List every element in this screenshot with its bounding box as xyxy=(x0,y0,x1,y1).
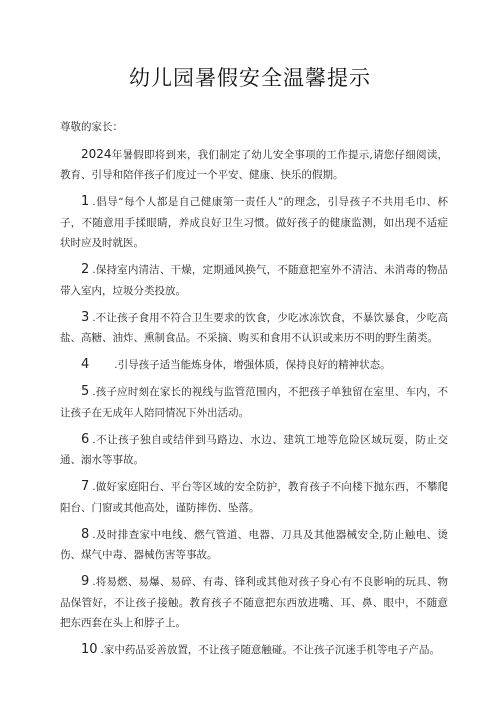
list-item xyxy=(60,192,448,254)
item-text: .不让孩子独自或结伴到马路边、水边、建筑工地等危险区域玩耍，防止交通、溺水等事故。 xyxy=(60,433,448,466)
list-item xyxy=(60,640,448,661)
item-number: 7 xyxy=(81,479,90,494)
item-text: .将易燃、易爆、易碎、有毒、锋利或其他对孩子身心有不良影响的玩具、物品保管好，不让孩子接触。教育孩子不随意把东西放进嘴、耳、鼻、眼中，不随意把东西套在头上和脖子上。 xyxy=(60,576,448,629)
item-text: .及时排查家中电线、燃气管道、电器、刀具及其他器械安全,防止触电、烫伤、煤气中毒、器械伤害等事故。 xyxy=(60,528,448,561)
document-body xyxy=(60,117,448,667)
item-text: .不让孩子食用不符合卫生要求的饮食，少吃冰冻饮食，不暴饮暴食，少吃高盐、高糖、油炸、熏制食品。不采摘、购买和食用不认识或来历不明的野生菌类。 xyxy=(60,311,448,344)
list-item xyxy=(60,477,448,518)
item-number: 3 xyxy=(81,309,90,325)
item-number: 6 xyxy=(81,431,90,447)
list-item xyxy=(60,382,448,423)
intro-paragraph xyxy=(60,144,448,186)
item-text: .孩子应时刻在家长的视线与监管范围内，不把孩子单独留在室里、车内，不让孩子在无成年人陪同情况下外出活动。 xyxy=(60,386,448,419)
item-text: .倡导“每个人都是自己健康第一责任人”的理念，引导孩子不共用毛巾、杯子，不随意用手揉眼睛，养成良好卫生习惯。做好孩子的健康监测，如出现不适症状时应及时就医。 xyxy=(60,196,448,249)
item-number: 2 xyxy=(81,262,90,277)
list-item xyxy=(60,260,448,301)
item-text: .保持室内清洁、干燥，定期通风换气，不随意把室外不清洁、未消毒的物品带入室内，垃圾分类投放。 xyxy=(60,264,448,297)
item-number: 4 xyxy=(81,357,90,372)
item-number: 8 xyxy=(81,526,90,542)
list-item xyxy=(60,308,448,349)
item-number: 1 xyxy=(81,194,90,209)
list-item xyxy=(60,572,448,634)
item-number: 9 xyxy=(81,574,90,589)
list-item xyxy=(60,355,448,376)
intro-year: 2024 xyxy=(81,146,112,161)
item-text: .做好家庭阳台、平台等区域的安全防护，教育孩子不向楼下抛东西，不攀爬阳台、门窗或其他高处，谨防摔伤、坠落。 xyxy=(60,481,448,514)
intro-text: 年暑假即将到来，我们制定了幼儿安全事项的工作提示,请您仔细阅读，教育、引导和陪伴孩子们度过一个平安、健康、快乐的假期。 xyxy=(60,148,448,181)
page-title: 幼儿园暑假安全温馨提示 xyxy=(129,66,371,90)
item-number: 10 xyxy=(81,642,98,657)
list-item xyxy=(60,525,448,566)
item-text: .家中药品妥善放置，不让孩子随意触碰。不让孩子沉迷手机等电子产品。 xyxy=(100,644,440,656)
salutation: 尊敬的家长： xyxy=(60,121,123,133)
item-text: .引导孩子适当能炼身体，增强体质，保持良好的精神状态。 xyxy=(114,359,391,371)
item-number: 5 xyxy=(81,384,90,399)
list-item xyxy=(60,430,448,471)
